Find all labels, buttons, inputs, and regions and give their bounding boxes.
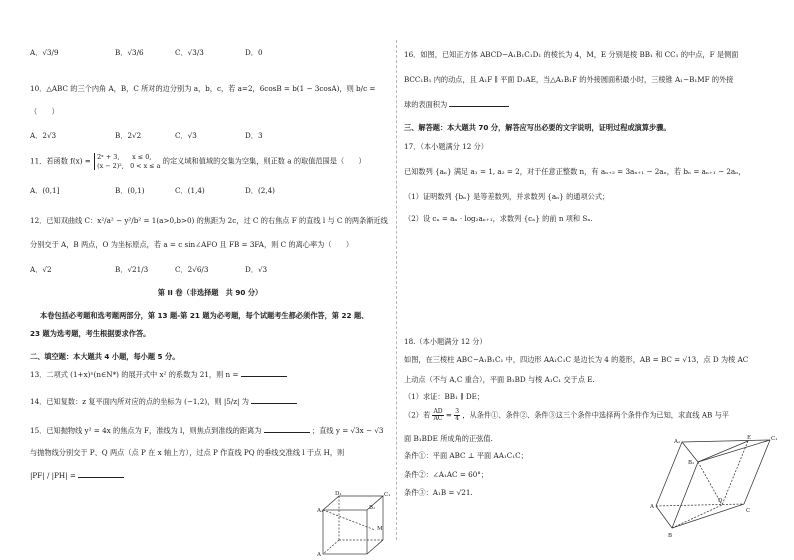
q18-ratio-fraction bbox=[432, 409, 443, 422]
q15-stem-line2: 与抛物线分别交于 P、Q 两点（点 P 在 x 轴上方），过点 P 作直线 PQ 的垂线交准线 l 于点 H，则 bbox=[30, 448, 345, 457]
q16-stem-line2: BCC₁B₁ 内的动点，且 A₁F ∥ 平面 D₁AE，当△A₁B₁F 的外接圆面积最小时，三棱锥 A₁−B₁MF 的外接 bbox=[404, 75, 734, 84]
q16-stem-line1: 16．如图，已知正方体 ABCD−A₁B₁C₁D₁ 的棱长为 4，M，E 分别是棱 BB₁ 和 CC₁ 的中点，F 是侧面 bbox=[404, 50, 739, 59]
q13-answer-blank[interactable] bbox=[241, 370, 287, 377]
q10-option-b: B．2√2 bbox=[115, 131, 142, 140]
prism-edge-b1-c1 bbox=[698, 440, 770, 462]
part2-note-line1: 本卷包括必考题和选考题两部分，第 13 题-第 21 题为必考题，每个试题考生都必须作答，第 22 题、 bbox=[40, 311, 369, 320]
q18-condition-1: 条件①：平面 ABC ⊥ 平面 AA₁C₁C； bbox=[404, 451, 528, 460]
cube-label-m: M bbox=[377, 526, 383, 532]
cube-label-d1: D₁ bbox=[335, 491, 342, 497]
prism-edge-a1-c1 bbox=[682, 440, 770, 442]
q18-value-numerator: 3 bbox=[455, 408, 460, 415]
q9-option-b: B．√3/6 bbox=[115, 48, 144, 57]
prism-label-a: A bbox=[650, 504, 654, 510]
cube-hidden-edge-3 bbox=[323, 540, 339, 554]
q18-part1: （1）求证：BB₁ ∥ DE； bbox=[404, 392, 485, 401]
q18-stem-line1: 如图，在三棱柱 ABC−A₁B₁C₁ 中，四边形 AA₁C₁C 是边长为 4 的菱形，AB = BC = √13，点 D 为棱 AC bbox=[404, 355, 749, 364]
q18-part2-pre: （2）若 bbox=[404, 410, 431, 420]
q14-text-post: 为 bbox=[241, 397, 249, 406]
q16-answer-blank[interactable] bbox=[449, 100, 509, 107]
q11-options bbox=[30, 186, 305, 195]
cube-label-a: A bbox=[317, 552, 321, 558]
section2-title: 二、填空题：本大题共 4 小题，每小题 5 分。 bbox=[30, 352, 180, 361]
prism-edge-a1-a bbox=[656, 442, 682, 506]
prism-label-b1: B₁ bbox=[688, 460, 695, 466]
q14-expression: |5/z| bbox=[223, 397, 240, 406]
cube-label-c1: C₁ bbox=[384, 492, 391, 498]
q11-case-2: (x − 2)², 0 < x ≤ a bbox=[97, 161, 161, 170]
cube-bottom-right-edge bbox=[367, 540, 383, 554]
q12-stem-line2: 分别交于 A，B 两点，O 为坐标原点，若 a = c sin∠AFO 且 FB = 3FA，则 C 的离心率为（ ） bbox=[30, 240, 354, 249]
q18-condition-2: 条件②：∠A₁AC = 60°； bbox=[404, 470, 489, 479]
q18-value-fraction bbox=[454, 409, 460, 422]
cube-label-b1: B₁ bbox=[369, 505, 376, 511]
q18-condition-3: 条件③：A₁B = √21. bbox=[404, 488, 473, 497]
part2-title: 第 II 卷（非选择题 共 90 分） bbox=[157, 288, 263, 297]
q11-stem-post: 的定义域和值域的交集为空集，则正数 a 的取值范围是（ ） bbox=[162, 156, 366, 166]
section3-title: 三、解答题：本大题共 70 分，解答应写出必要的文字说明，证明过程或演算步骤。 bbox=[404, 123, 671, 132]
q17-stem: 已知数列 {aₙ} 满足 a₁ = 1, a₂ = 2，对于任意正整数 n，有 aₙ₊₂ = 3aₙ₊₁ − 2aₙ，若 bₙ = aₙ₊₁ − 2aₙ， bbox=[404, 167, 746, 176]
q18-value-denominator: 4 bbox=[455, 415, 460, 422]
q10-option-c: C．√3 bbox=[175, 131, 197, 140]
cube-front-face bbox=[323, 510, 367, 554]
prism-edge-a-c bbox=[656, 504, 744, 506]
left-column bbox=[30, 0, 390, 560]
q16-stem-line3 bbox=[404, 100, 509, 109]
q15-text-b: ；直线 y = √3x − √3 bbox=[312, 426, 384, 435]
q10-answer-bracket: （ ） bbox=[30, 107, 59, 116]
q16-text: 球的表面积为 bbox=[404, 100, 448, 109]
cube-diagram bbox=[315, 490, 395, 558]
q9-option-a: A．√3/9 bbox=[30, 48, 59, 57]
prism-edge-b-c bbox=[672, 504, 744, 528]
prism-label-d: D bbox=[718, 498, 723, 504]
prism-edge-a1-b1 bbox=[682, 442, 698, 462]
right-column bbox=[404, 0, 776, 560]
part2-note-line2: 23 题为选考题，考生根据要求作答。 bbox=[30, 329, 151, 338]
column-divider bbox=[396, 40, 397, 540]
q10-option-d: D．3 bbox=[245, 131, 263, 140]
q14-stem bbox=[30, 397, 297, 406]
q12-option-b: B．√21/3 bbox=[115, 265, 149, 274]
q18-ratio-denominator: AC bbox=[433, 415, 443, 422]
prism-diagram bbox=[650, 432, 778, 544]
prism-label-b: B bbox=[668, 533, 673, 539]
q18-part2-line2: 面 B₁BDE 所成角的正弦值. bbox=[404, 434, 493, 443]
q12-option-d: D．√3 bbox=[245, 265, 268, 274]
q11-option-c: C．(1,4) bbox=[175, 186, 205, 195]
prism-label-e: E bbox=[747, 435, 752, 441]
q12-options bbox=[30, 265, 305, 274]
q14-text-pre: 14．已知复数：z 复平面内所对应的点的坐标为 (−1,2)，则 bbox=[30, 397, 222, 406]
q12-stem-line1: 12．已知双曲线 C：x²/a² − y²/b² = 1(a>0,b>0) 的焦距为 2c，过 C 的右焦点 F 的直线 l 与 C 的两条渐近线 bbox=[30, 216, 388, 225]
prism-label-a1: A₁ bbox=[674, 439, 681, 445]
q11-case-1: 2ˣ + 3, x ≤ 0, bbox=[97, 153, 152, 161]
prism-figure bbox=[650, 432, 778, 544]
q11-piecewise bbox=[94, 153, 160, 170]
q9-option-d: D．0 bbox=[245, 48, 263, 57]
q10-options bbox=[30, 131, 305, 140]
q15-stem-line3 bbox=[30, 471, 124, 480]
q12-option-c: C．2√6/3 bbox=[175, 265, 209, 274]
q13-text: 13．二项式 (1+x)ⁿ(n∈N*) 的展开式中 x² 的系数为 21，则 n = bbox=[30, 370, 239, 379]
q18-part2-post: ，从条件①、条件②、条件③这三个条件中选择两个条件作为已知，求直线 AB 与平 bbox=[462, 410, 729, 420]
q17-header: 17．（本小题满分 12 分） bbox=[404, 142, 488, 151]
q11-stem bbox=[30, 153, 366, 170]
prism-label-c1: C₁ bbox=[771, 436, 778, 442]
prism-label-c: C bbox=[746, 508, 751, 514]
q15-stem-line1 bbox=[30, 426, 383, 435]
prism-edge-c1-c bbox=[744, 440, 770, 504]
q9-option-c: C．√3/3 bbox=[175, 48, 204, 57]
q12-option-a: A．√2 bbox=[30, 265, 52, 274]
q14-answer-blank[interactable] bbox=[251, 397, 297, 404]
q15-answer-blank-1[interactable] bbox=[264, 426, 310, 433]
cube-label-a1: A₁ bbox=[317, 508, 324, 514]
q18-stem-line2: 上动点（不与 A,C 重合），平面 B₁BD 与棱 A₁C₁ 交于点 E. bbox=[404, 375, 595, 384]
q18-header: 18.（本小题满分 12 分） bbox=[404, 337, 487, 346]
q11-option-a: A．(0,1] bbox=[30, 186, 60, 195]
q18-part2-line1 bbox=[404, 409, 729, 422]
q15-ratio: |PF| / |PH| = bbox=[30, 471, 76, 480]
cube-figure bbox=[315, 490, 395, 558]
q17-part1: （1）证明数列 {bₙ} 是等差数列，并求数列 {aₙ} 的通项公式； bbox=[404, 192, 610, 201]
q10-option-a: A．2√3 bbox=[30, 131, 57, 140]
q17-part2: （2）设 cₙ = aₙ · log₂aₙ₊₁，求数列 {cₙ} 的前 n 项和 Sₙ. bbox=[404, 214, 593, 223]
q11-option-d: D．(2,4) bbox=[245, 186, 275, 195]
q11-stem-pre: 11．若函数 f(x) = bbox=[30, 156, 91, 166]
q15-text-a: 15．已知抛物线 y² = 4x 的焦点为 F，准线为 l，则焦点到准线的距离为 bbox=[30, 426, 262, 435]
q13-stem bbox=[30, 370, 287, 379]
q18-ratio-numerator: AD bbox=[433, 408, 443, 415]
q18-ratio-equals: = bbox=[445, 410, 452, 420]
prism-edge-b1-b bbox=[672, 462, 698, 528]
q11-option-b: B．(0,1) bbox=[115, 186, 145, 195]
q9-options bbox=[30, 48, 305, 57]
q15-answer-blank-2[interactable] bbox=[78, 471, 124, 478]
prism-edge-a-b bbox=[656, 506, 672, 528]
q10-stem: 10．△ABC 的三个内角 A，B，C 所对的边分别为 a，b，c，若 a=2，6cosB = b(1 − 3cosA)，则 b/c = bbox=[30, 84, 376, 93]
